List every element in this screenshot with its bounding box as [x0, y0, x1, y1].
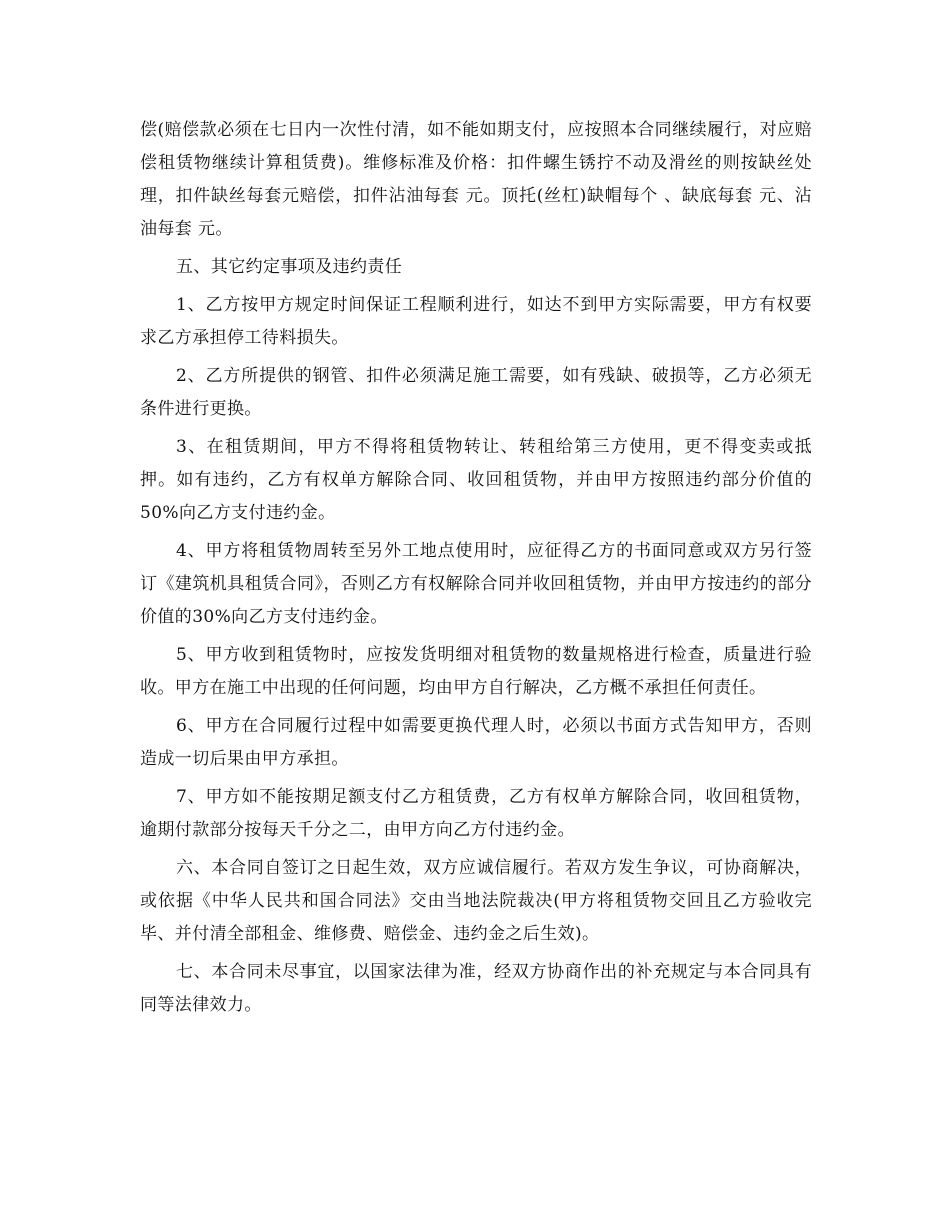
clause-1: 1、乙方按甲方规定时间保证工程顺利进行，如达不到甲方实际需要，甲方有权要求乙方承担停工待料损失。: [140, 295, 812, 348]
clause-4: 4、甲方将租赁物周转至另外工地点使用时，应征得乙方的书面同意或双方另行签订《建筑机具租赁合同》，否则乙方有权解除合同并收回租赁物，并由甲方按违约的部分价值的30%向乙方支付违约金。: [140, 541, 812, 627]
document-body: [140, 114, 812, 1027]
clause-3: 3、在租赁期间，甲方不得将租赁物转让、转租给第三方使用，更不得变卖或抵押。如有违约，乙方有权单方解除合同、收回租赁物，并由甲方按照违约部分价值的50%向乙方支付违约金。: [140, 437, 812, 523]
clause-5: 5、甲方收到租赁物时，应按发货明细对租赁物的数量规格进行检查，质量进行验收。甲方在施工中出现的任何问题，均由甲方自行解决，乙方概不承担任何责任。: [140, 645, 812, 698]
section-heading-5: 五、其它约定事项及违约责任: [176, 257, 403, 277]
clause-7: 7、甲方如不能按期足额支付乙方租赁费，乙方有权单方解除合同，收回租赁物，逾期付款部分按每天千分之二，由甲方向乙方付违约金。: [140, 787, 812, 840]
paragraph-continuation: 偿(赔偿款必须在七日内一次性付清，如不能如期支付，应按照本合同继续履行，对应赔偿租赁物继续计算租赁费)。维修标准及价格：扣件螺生锈拧不动及滑丝的则按缺丝处理，扣件缺丝每套元赔偿，扣件沾油每套 元。顶托(丝杠)缺帽每个 、缺底每套 元、沾油每套 元。: [140, 120, 812, 239]
section-7-paragraph: 七、本合同未尽事宜，以国家法律为准，经双方协商作出的补充规定与本合同具有同等法律效力。: [140, 962, 812, 1015]
clause-6: 6、甲方在合同履行过程中如需要更换代理人时，必须以书面方式告知甲方，否则造成一切后果由甲方承担。: [140, 716, 812, 769]
clause-2: 2、乙方所提供的钢管、扣件必须满足施工需要，如有残缺、破损等，乙方必须无条件进行更换。: [140, 366, 812, 419]
section-6-paragraph: 六、本合同自签订之日起生效，双方应诚信履行。若双方发生争议，可协商解决，或依据《中华人民共和国合同法》交由当地法院裁决(甲方将租赁物交回且乙方验收完毕、并付清全部租金、维修费、赔偿金、违约金之后生效)。: [140, 858, 812, 944]
